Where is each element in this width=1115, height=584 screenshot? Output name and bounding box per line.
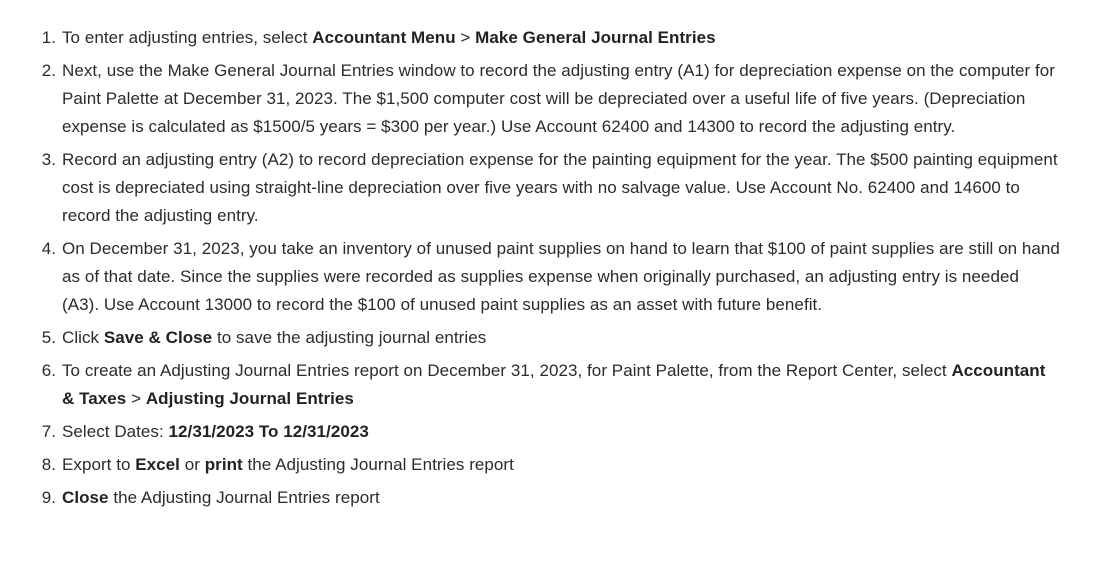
step-text: On December 31, 2023, you take an inventory of unused paint supplies on hand to learn that $100 of paint supplies are still on hand as of that date. Since the supplies were recorded as supplies expense when originally purchased, an adjusting entry is needed (A3). Use Account 13000 to record the $100 of unused paint supplies as an asset with future benefit. (62, 239, 1060, 314)
step-number: 8. (41, 455, 56, 474)
step-text: to save the adjusting journal entries (212, 328, 487, 347)
step-text: Record an adjusting entry (A2) to record depreciation expense for the painting equipment for the year. The $500 painting equipment cost is depreciated using straight-line depreciation over five years with no salvage value. Use Account No. 62400 and 14600 to record the adjusting entry. (62, 150, 1058, 225)
step-emphasis-text: Close (62, 488, 109, 507)
step-number: 3. (41, 150, 56, 169)
step-emphasis-text: 12/31/2023 To 12/31/2023 (168, 422, 369, 441)
step-emphasis-text: Adjusting Journal Entries (145, 389, 354, 408)
instruction-step-2 (0, 57, 1060, 141)
instruction-step-6 (0, 357, 1060, 413)
instruction-step-9 (0, 484, 1060, 512)
instruction-step-1 (0, 24, 1060, 52)
step-number: 7. (41, 422, 56, 441)
step-text: Next, use the Make General Journal Entries window to record the adjusting entry (A1) for depreciation expense on the computer for Paint Palette at December 31, 2023. The $1,500 computer cost will be depreciated over a useful life of five years. (Depreciation expense is calculated as $1500/5 years = $300 per year.) Use Account 62400 and 14300 to record the adjusting entry. (62, 61, 1055, 136)
step-text: Select Dates: (62, 422, 169, 441)
step-text: > (126, 389, 146, 408)
step-number: 4. (41, 239, 56, 258)
instruction-list (0, 24, 1060, 517)
step-emphasis-text: Accountant & Taxes (62, 361, 1046, 408)
instruction-step-4 (0, 235, 1060, 319)
step-number: 5. (41, 328, 56, 347)
instruction-step-7 (0, 418, 1060, 446)
step-emphasis-text: Make General Journal Entries (475, 28, 716, 47)
step-number: 2. (41, 61, 56, 80)
instruction-step-3 (0, 146, 1060, 230)
step-number: 1. (41, 28, 56, 47)
step-text: To create an Adjusting Journal Entries report on December 31, 2023, for Paint Palette, from the Report Center, select (62, 361, 952, 380)
step-emphasis-text: Save & Close (103, 328, 213, 347)
step-text: Export to (62, 455, 136, 474)
step-text: > (455, 28, 476, 47)
step-text: Click (62, 328, 104, 347)
step-number: 9. (41, 488, 56, 507)
step-text: or (179, 455, 205, 474)
step-emphasis-text: Accountant Menu (312, 28, 456, 47)
instruction-step-5 (0, 324, 1060, 352)
step-emphasis-text: print (204, 455, 243, 474)
instruction-step-8 (0, 451, 1060, 479)
step-number: 6. (41, 361, 56, 380)
step-text: To enter adjusting entries, select (62, 28, 313, 47)
step-emphasis-text: Excel (135, 455, 180, 474)
step-text: the Adjusting Journal Entries report (242, 455, 514, 474)
step-text: the Adjusting Journal Entries report (108, 488, 380, 507)
